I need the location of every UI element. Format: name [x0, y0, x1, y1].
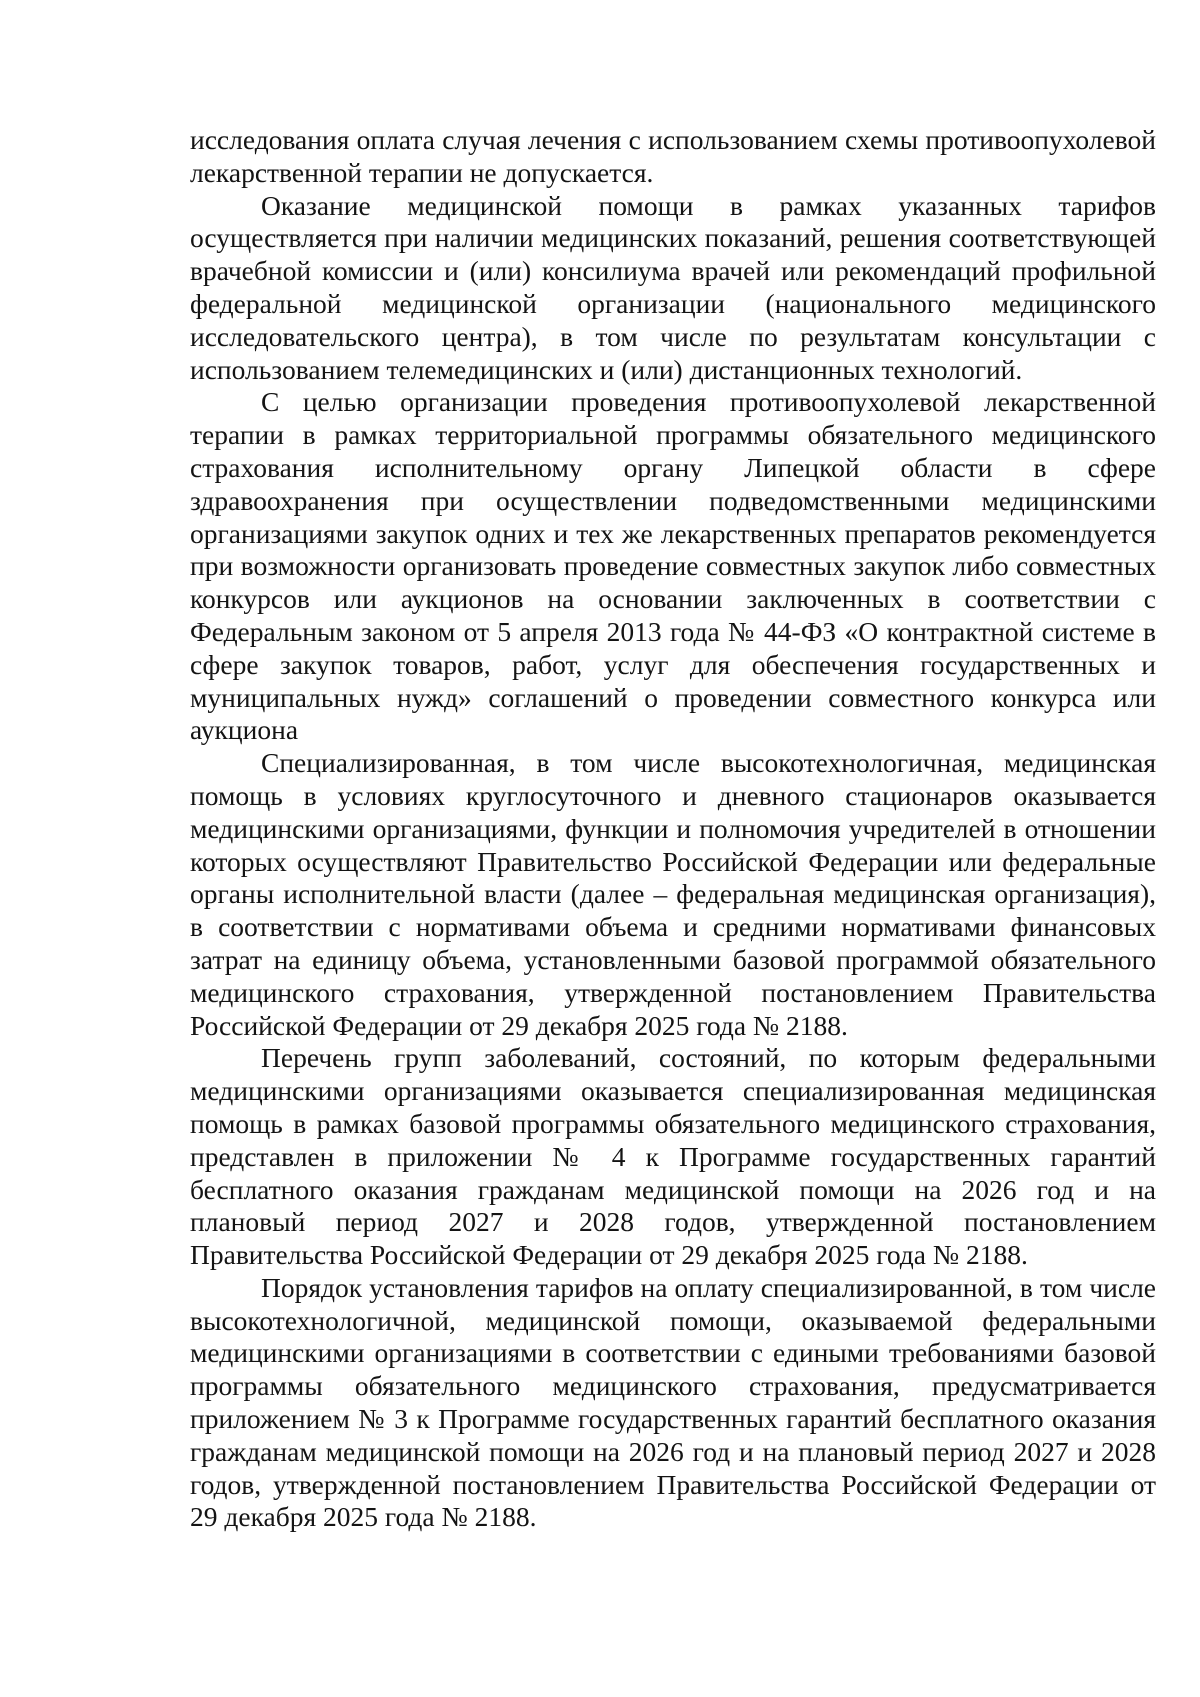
paragraph-specialized-care: Специализированная, в том числе высокотехнологичная, медицинская помощь в условиях круглосуточного и дневного стационаров оказывается медицинскими организациями, функции и полномочия учредителей в отношении которых осуществляют Правительство Российской Федерации или федеральные органы исполнительной власти (далее – федеральная медицинская организация), в соответствии с нормативами объема и средними нормативами финансовых затрат на единицу объема, установленными базовой программой обязательного медицинского страхования, утвержденной постановлением Правительства Российской Федерации от 29 декабря 2025 года № 2188.: [190, 747, 1156, 1041]
paragraph-continuation: исследования оплата случая лечения с использованием схемы противоопухолевой лекарственной терапии не допускается.: [190, 124, 1156, 188]
paragraph-provision-conditions: Оказание медицинской помощи в рамках указанных тарифов осуществляется при наличии медицинских показаний, решения соответствующей врачебной комиссии и (или) консилиума врачей или рекомендаций профильной федеральной медицинской организации (национального медицинского исследовательского центра), в том числе по результатам консультации с использованием телемедицинских и (или) дистанционных технологий.: [190, 189, 1156, 385]
paragraph-disease-groups: Перечень групп заболеваний, состояний, по которым федеральными медицинскими организациями оказывается специализированная медицинская помощь в рамках базовой программы обязательного медицинского страхования, представлен в приложении № 4 к Программе государственных гарантий бесплатного оказания гражданам медицинской помощи на 2026 год и на плановый период 2027 и 2028 годов, утвержденной постановлением Правительства Российской Федерации от 29 декабря 2025 года № 2188.: [190, 1042, 1156, 1271]
document-body: [190, 124, 1156, 1534]
paragraph-joint-procurement: С целью организации проведения противоопухолевой лекарственной терапии в рамках территориальной программы обязательного медицинского страхования исполнительному органу Липецкой области в сфере здравоохранения при осуществлении подведомственными медицинскими организациями закупок одних и тех же лекарственных препаратов рекомендуется при возможности организовать проведение совместных закупок либо совместных конкурсов или аукционов на основании заключенных в соответствии с Федеральным законом от 5 апреля 2013 года № 44-ФЗ «О контрактной системе в сфере закупок товаров, работ, услуг для обеспечения государственных и муниципальных нужд» соглашений о проведении совместного конкурса или аукциона: [190, 386, 1156, 746]
paragraph-tariff-procedure: Порядок установления тарифов на оплату специализированной, в том числе высокотехнологичной, медицинской помощи, оказываемой федеральными медицинскими организациями в соответствии с едиными требованиями базовой программы обязательного медицинского страхования, предусматривается приложением № 3 к Программе государственных гарантий бесплатного оказания гражданам медицинской помощи на 2026 год и на плановый период 2027 и 2028 годов, утвержденной постановлением Правительства Российской Федерации от 29 декабря 2025 года № 2188.: [190, 1271, 1156, 1533]
